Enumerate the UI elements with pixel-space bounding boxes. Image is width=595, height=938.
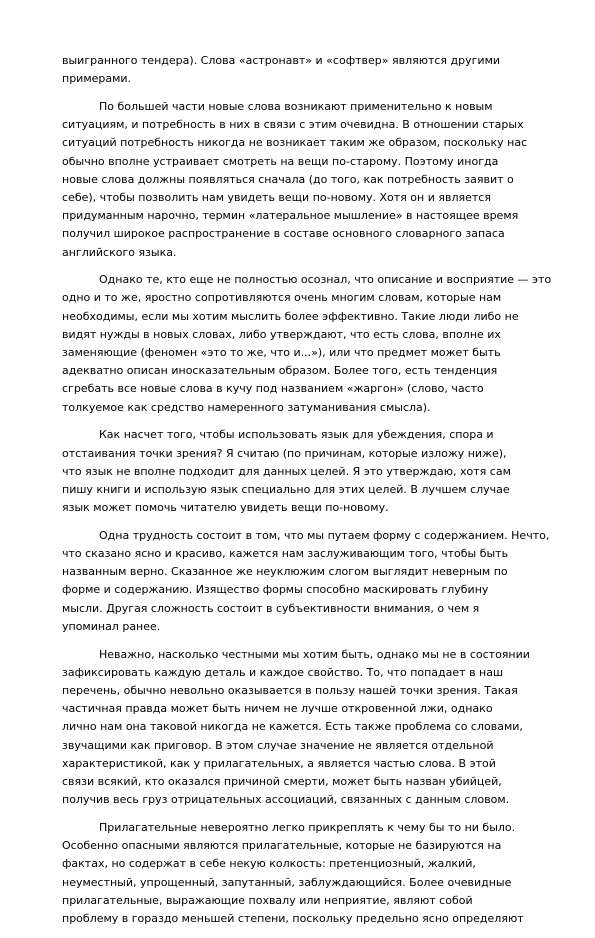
text-line: Как насчет того, чтобы использовать язык для убеждения, спора и bbox=[99, 428, 494, 442]
text-line: лично нам она таковой никогда не кажется. Есть также проблема со словами, bbox=[62, 720, 523, 734]
text-line: новые слова должны появляться сначала (до того, как потребность заявит о bbox=[62, 172, 514, 186]
text-line: Одна трудность состоит в том, что мы путаем форму с содержанием. Нечто, bbox=[99, 528, 550, 542]
text-line: По большей части новые слова возникают применительно к новым bbox=[99, 99, 493, 113]
text-line: английского языка. bbox=[62, 245, 177, 259]
text-line: получив весь груз отрицательных ассоциаций, связанных с данным словом. bbox=[62, 793, 510, 807]
text-line: частичная правда может быть ничем не лучше откровенной лжи, однако bbox=[62, 702, 493, 716]
text-line: видят нужды в новых словах, либо утверждают, что есть слова, вполне их bbox=[62, 327, 501, 341]
text-line: придуманным нарочно, термин «латеральное мышление» в настоящее время bbox=[62, 209, 519, 223]
text-line: что сказано ясно и красиво, кажется нам заслуживающим того, чтобы быть bbox=[62, 547, 509, 561]
text-line: что язык не вполне подходит для данных целей. Я это утверждаю, хотя сам bbox=[62, 464, 511, 478]
text-line: необходимы, если мы хотим мыслить более эффективно. Такие люди либо не bbox=[62, 309, 519, 323]
text-line: ситуациям, и потребность в них в связи с этим очевидна. В отношении старых bbox=[62, 118, 524, 132]
text-line: мысли. Другая сложность состоит в субъективности внимания, о чем я bbox=[62, 601, 480, 615]
text-line: Особенно опасными являются прилагательные, которые не базируются на bbox=[62, 839, 502, 853]
body-text bbox=[62, 52, 552, 938]
text-line: проблему в гораздо меньшей степени, поскольку предельно ясно определяют bbox=[62, 911, 524, 925]
paragraph-4 bbox=[62, 426, 542, 517]
text-line: получил широкое распространение в составе основного словарного запаса bbox=[62, 227, 505, 241]
text-line: себе), чтобы позволить нам увидеть вещи по-новому. Хотя он и является bbox=[62, 190, 491, 204]
text-line: обычно вполне устраивает смотреть на вещи по-старому. Поэтому иногда bbox=[62, 154, 499, 168]
text-line: форме и содержанию. Изящество формы способно маскировать глубину bbox=[62, 583, 489, 597]
text-line: неуместный, упрощенный, запутанный, заблуждающийся. Более очевидные bbox=[62, 875, 512, 889]
paragraph-5 bbox=[62, 527, 550, 636]
text-line: упоминал ранее. bbox=[62, 619, 161, 633]
text-line: Неважно, насколько честными мы хотим быть, однако мы не в состоянии bbox=[99, 647, 530, 661]
text-line: отстаивания точки зрения? Я считаю (по причинам, которые изложу ниже), bbox=[62, 446, 507, 460]
text-line: одно и то же, яростно сопротивляются очень многим словам, которые нам bbox=[62, 291, 502, 305]
text-line: адекватно описан иносказательным образом. Более того, есть тенденция bbox=[62, 364, 498, 378]
text-line: сгребать все новые слова в кучу под названием «жаргон» (слово, часто bbox=[62, 382, 484, 396]
text-line: перечень, обычно невольно оказывается в пользу нашей точки зрения. Такая bbox=[62, 684, 518, 697]
text-line: связи всякий, кто оказался причиной смерти, может быть назван убийцей, bbox=[62, 775, 502, 789]
paragraph-3 bbox=[62, 271, 552, 417]
text-line: Прилагательные невероятно легко прикреплять к чему бы то ни было. bbox=[99, 820, 516, 834]
text-line: ситуаций потребность никогда не возникает таким же образом, поскольку нас bbox=[62, 136, 528, 150]
text-line: фактах, но содержат в себе некую колкость: претенциозный, жалкий, bbox=[62, 857, 476, 871]
text-line: выигранного тендера). Слова «астронавт» и «софтвер» являются другими bbox=[62, 54, 501, 67]
text-line: толкуемое как средство намеренного затуманивания смысла). bbox=[62, 400, 431, 414]
text-line: прилагательные, выражающие похвалу или неприятие, являют собой bbox=[62, 893, 473, 907]
paragraph-7 bbox=[62, 819, 542, 928]
text-line: пишу книги и использую язык специально для этих целей. В лучшем случае bbox=[62, 482, 510, 496]
paragraph-2 bbox=[62, 98, 542, 262]
text-line: звучащими как приговор. В этом случае значение не является отдельной bbox=[62, 738, 494, 752]
paragraph-1 bbox=[62, 52, 542, 88]
text-line: примерами. bbox=[62, 72, 132, 86]
text-line: заменяющие (феномен «это то же, что и...»), или что предмет может быть bbox=[62, 346, 501, 360]
text-line: названным верно. Сказанное же неуклюжим слогом выглядит неверным по bbox=[62, 565, 508, 579]
text-line: зафиксировать каждую деталь и каждое свойство. То, что попадает в наш bbox=[62, 665, 504, 679]
text-line: язык может помочь читателю увидеть вещи по-новому. bbox=[62, 501, 389, 515]
text-line: характеристикой, как у прилагательных, а является частью слова. В этой bbox=[62, 756, 496, 770]
paragraph-6 bbox=[62, 646, 542, 810]
text-line: Однако те, кто еще не полностью осознал, что описание и восприятие — это bbox=[99, 273, 552, 287]
